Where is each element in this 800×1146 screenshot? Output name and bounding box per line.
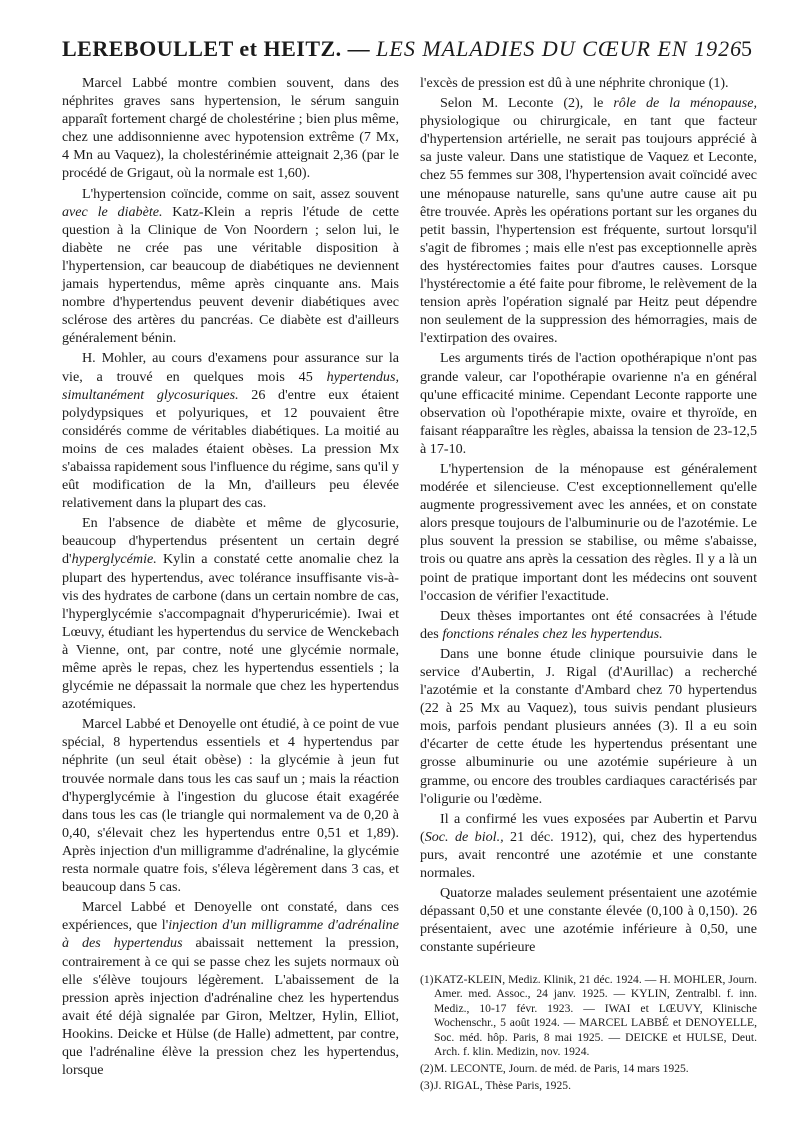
paragraph: Deux thèses importantes ont été consacrées à l'étude des fonctions rénales chez les hypertendus. xyxy=(420,607,757,642)
header-authors: LEREBOULLET et HEITZ. — xyxy=(62,36,371,61)
paragraph: H. Mohler, au cours d'examens pour assurance sur la vie, a trouvé en quelques mois 45 hypertendus, simultanément glycosuriques. 26 d'entre eux étaient polydypsiques et polyuriques, et 12 pouvaient être considérés comme de véritables diabétiques. La moitié au moins de ces malades étaient obèses. La pression Mx s'abaissa rapidement sous l'influence du régime, sans qu'il y eût modification de la Mn, d'ailleurs peu élevée relativement dans la plupart des cas. xyxy=(62,350,399,512)
paragraph: L'hypertension de la ménopause est généralement modérée et silencieuse. C'est exceptionnellement qu'elle augmente progressivement avec les années, et on constate alors presque toujours de l'albuminurie ou de l'azotémie. Le plus souvent la pression se stabilise, ou même s'abaisse, trois ou quatre ans après la cessation des règles. Il y a là un point de pratique important dont les médecins ont souvent l'occasion de vérifier l'exactitude. xyxy=(420,460,757,604)
footnote-text: KATZ-KLEIN, Mediz. Klinik, 21 déc. 1924. — H. MOHLER, Journ. Amer. med. Assoc., 24 janv. 1925. — KYLIN, Zentralbl. f. inn. Mediz., 10-17 févr. 1923. — IWAI et LŒUVY, Klinische Wochenschr., 5 août 1924. — MARCEL LABBÉ et DENOYELLE, Soc. méd. hôp. Paris, 8 mai 1925. — DEICKE et HULSE, Deut. Arch. f. klin. Medizin, nov. 1924. xyxy=(434,972,757,1059)
left-column xyxy=(62,74,399,1079)
paragraph: Il a confirmé les vues exposées par Aubertin et Parvu (Soc. de biol., 21 déc. 1912), qui, chez des hypertendus purs, avait rencontré une azotémie et une constante normales. xyxy=(420,810,757,882)
paragraph: Dans une bonne étude clinique poursuivie dans le service d'Aubertin, J. Rigal (d'Aurillac) a recherché l'azotémie et la constante d'Ambard chez 70 hypertendus (22 à 25 Mx au Vaquez), tous suivis pendant plusieurs mois, parfois pendant plusieurs années (3). Il a eu soin d'écarter de cette étude les hypertendus présentant une grosse albuminurie ou une azotémie supérieure à un gramme, ou encore des troubles cardiaques caractérisés par l'oligurie ou l'œdème. xyxy=(420,645,757,807)
running-header xyxy=(62,36,752,68)
footnote-text: J. RIGAL, Thèse Paris, 1925. xyxy=(434,1078,571,1092)
header-title: LES MALADIES DU CŒUR EN 1926 xyxy=(376,36,743,61)
paragraph: L'hypertension coïncide, comme on sait, assez souvent avec le diabète. Katz-Klein a repris l'étude de cette question à la Clinique de Von Noordern ; selon lui, le diabète ne crée pas une véritable disposition à l'hypertension, car beaucoup de diabétiques ne deviennent jamais hypertendus, même après cinquante ans. Mais nombre d'hypertendus peuvent devenir diabétiques avec sclérose des artères du pancréas. Ce diabète est d'ailleurs généralement bénin. xyxy=(62,185,399,347)
footnote xyxy=(420,1079,757,1094)
page-number: 5 xyxy=(741,36,752,61)
paragraph: Marcel Labbé et Denoyelle ont étudié, à ce point de vue spécial, 8 hypertendus essentiels et 4 hypertendus par néphrite (un seul était obèse) : la glycémie à jeun fut trouvée normale dans tous les cas sauf un ; mais la réaction d'hyperglycémie à l'ingestion du glucose était exagérée dans tous les cas (le triangle qui normalement va de 0,20 à 0,40, s'élevait chez les hypertendus entre 0,51 et 1,89). Après injection d'un milligramme d'adrénaline, la glycémie resta normale quatre fois, s'éleva légèrement dans 3 cas, et beaucoup dans 5 cas. xyxy=(62,716,399,896)
footnote-mark: (1) xyxy=(420,972,434,986)
footnote-mark: (2) xyxy=(420,1062,434,1076)
paragraph: Selon M. Leconte (2), le rôle de la ménopause, physiologique ou chirurgicale, en tant que facteur d'hypertension artérielle, ne serait pas toujours apprécié à sa juste valeur. Dans une statistique de Vaquez et Leconte, chez 55 femmes sur 308, l'hypertension avait coïncidé avec une ménopause naturelle, sans qu'une autre cause ait pu être trouvée. Après les opérations portant sur les organes du petit bassin, l'hypertension est fréquente, surtout lorsqu'il s'agit de fibromes ; mais elle n'est pas exceptionnelle après des hystérectomies faites pour d'autres causes. Lorsque l'hystérectomie a été faite pour fibrome, le relèvement de la tension après l'opération signalé par Heitz peut dépendre non seulement de la suppression des hémorragies, mais de l'extirpation des ovaires. xyxy=(420,95,757,347)
paragraph: Les arguments tirés de l'action opothérapique n'ont pas grande valeur, car l'opothérapie ovarienne n'a en général qu'une efficacité minime. Cependant Leconte rapporte une observation où l'opothérapie mixte, ovaire et thyroïde, en faisant réapparaître les règles, abaissa la tension de 23-12,5 à 17-10. xyxy=(420,350,757,457)
header-title-line xyxy=(62,36,742,62)
paragraph: l'excès de pression est dû à une néphrite chronique (1). xyxy=(420,75,729,91)
paragraph: Quatorze malades seulement présentaient une azotémie dépassant 0,50 et une constante élevée (0,100 à 0,150). 26 présentaient, avec une azotémie inférieure à 0,50, une constante supérieure xyxy=(420,885,757,956)
footnote xyxy=(420,973,757,1061)
footnotes xyxy=(420,973,757,1094)
footnote-text: M. LECONTE, Journ. de méd. de Paris, 14 mars 1925. xyxy=(434,1062,689,1076)
paragraph: En l'absence de diabète et même de glycosurie, beaucoup d'hypertendus présentent un certain degré d'hyperglycémie. Kylin a constaté cette anomalie chez la plupart des hypertendus, avec tolérance insuffisante vis-à-vis des hydrates de carbone (dans un certain nombre de cas, l'hyperglycémie s'accompagnait d'hyperuricémie). Iwai et Lœuvy, étudiant les hypertendus du service de Wenckebach à Vienne, ont, par contre, noté une glycémie normale, même après le repas, chez les hypertendus essentiels ; la glycémie ne dépassait la normale que chez les hypertendus azotémiques. xyxy=(62,515,399,713)
paragraph: Marcel Labbé montre combien souvent, dans des néphrites graves sans hypertension, le sérum sanguin apparaît fortement chargé de cholestérine ; bien plus même, chez une addisonnienne avec hypotension extrême (7 Mx, 4 Mn au Vaquez), la cholestérinémie atteignait 2,36 (par le procédé de Grigaut, où la normale est 1,60). xyxy=(62,75,399,182)
footnote-mark: (3) xyxy=(420,1078,434,1092)
right-column xyxy=(420,74,757,1095)
footnote xyxy=(420,1062,757,1077)
paragraph: Marcel Labbé et Denoyelle ont constaté, dans ces expériences, que l'injection d'un milligramme d'adrénaline à des hypertendus abaissait nettement la pression, contrairement à ce qui se passe chez les sujets normaux où elle s'élève toujours légèrement. L'abaissement de la pression après injection d'adrénaline chez les hypertendus avait été déjà signalée par Giron, Meltzer, Hylin, Elliot, Hookins. Deicke et Hülse (de Halle) admettent, par contre, que l'adrénaline élève la pression chez les hypertendus, lorsque xyxy=(62,899,399,1079)
